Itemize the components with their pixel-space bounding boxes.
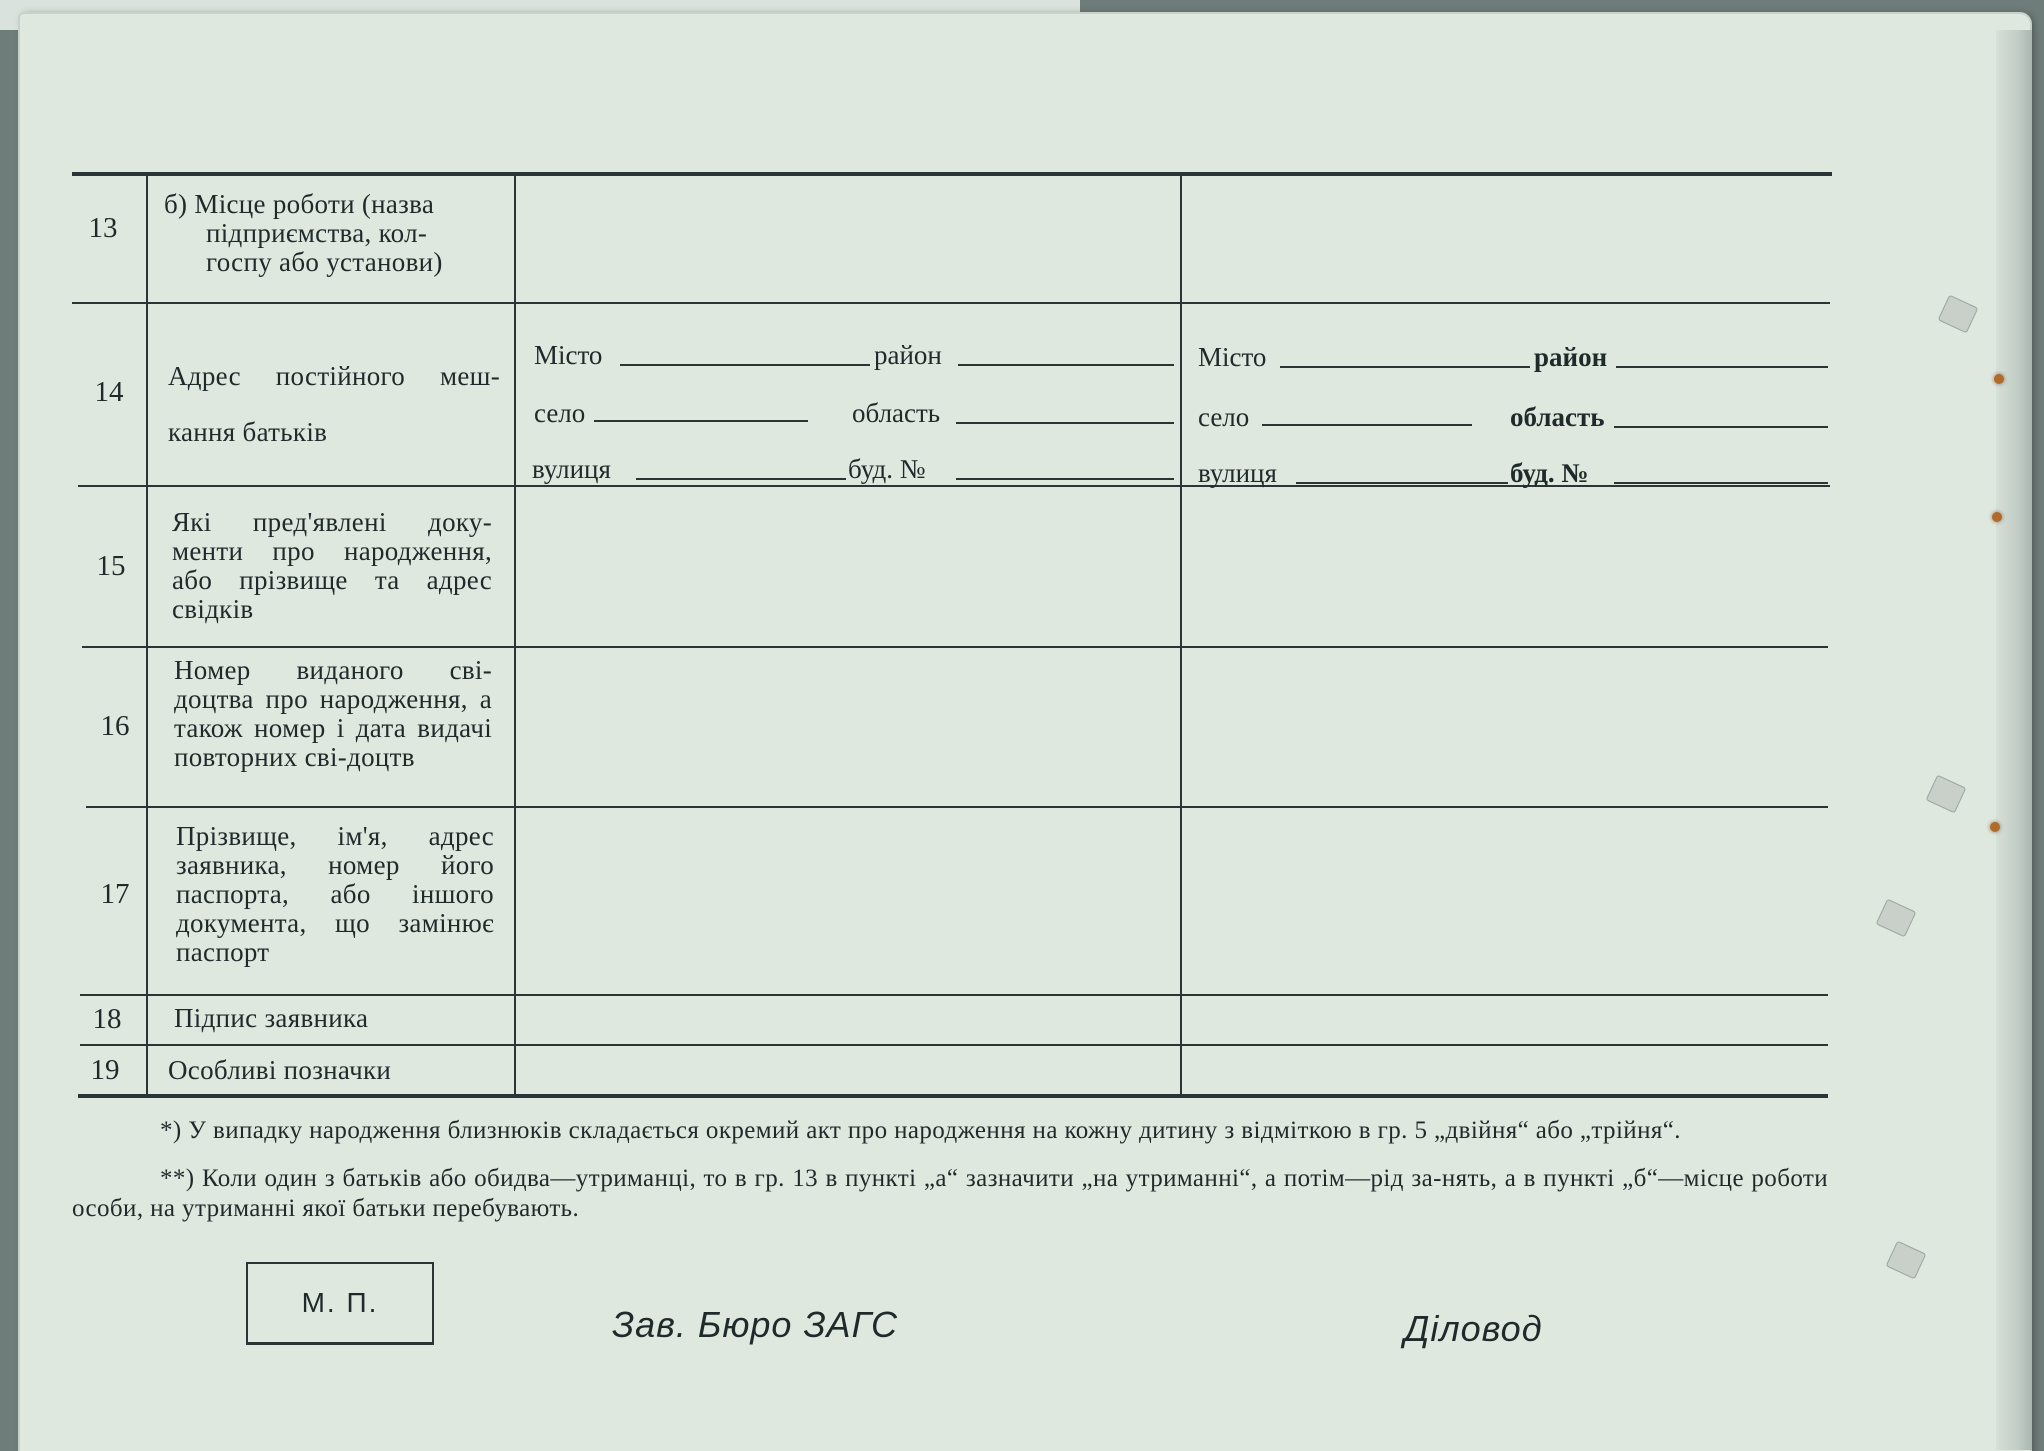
row-label-certificate: Номер виданого сві-доцтва про народження, а також номер і дата видачі повторних сві-доцтв	[174, 655, 492, 772]
row-divider	[80, 1044, 1828, 1046]
row-divider	[72, 302, 1830, 304]
city-label: Місто	[534, 340, 603, 370]
building-field[interactable]	[956, 478, 1174, 480]
item-letter: б)	[164, 189, 188, 219]
row-number: 18	[92, 1003, 122, 1035]
street-field[interactable]	[636, 478, 846, 480]
footnote-text: *) У випадку народження близнюків складається окремий акт про народження на кожну дитину з відміткою в гр. 5 „двійня“ або „трійня“.	[160, 1117, 1681, 1144]
district-label: район	[874, 340, 942, 370]
city-field[interactable]	[620, 364, 870, 366]
row-label-applicant: Прізвище, ім'я, адрес заявника, номер його паспорта, або іншого документа, що замінює паспорт	[176, 821, 494, 967]
row-number: 14	[94, 376, 124, 408]
row-divider	[80, 994, 1828, 996]
region-field[interactable]	[1614, 426, 1828, 428]
building-label: буд. №	[1510, 458, 1589, 488]
row-label-line: Місце роботи (назва	[194, 189, 435, 219]
village-label: село	[1198, 402, 1250, 432]
row-label-parents-address: Адрес постійного меш-кання батьків	[168, 361, 500, 447]
staple-hole	[1994, 374, 2004, 384]
row-number: 15	[96, 550, 126, 582]
row-label-applicant-signature: Підпис заявника	[174, 1003, 369, 1033]
city-label: Місто	[1198, 342, 1267, 372]
village-field[interactable]	[1262, 424, 1472, 426]
region-label: область	[1510, 402, 1605, 432]
street-field[interactable]	[1296, 482, 1508, 484]
street-label: вулиця	[1198, 458, 1277, 488]
row-divider	[86, 806, 1828, 808]
street-label: вулиця	[532, 454, 611, 484]
district-field[interactable]	[958, 364, 1174, 366]
city-field[interactable]	[1280, 366, 1530, 368]
seal-placeholder-box	[246, 1262, 434, 1345]
district-field[interactable]	[1616, 366, 1828, 368]
row-label-line: підприємства, кол-	[206, 218, 428, 248]
row-divider	[82, 646, 1828, 648]
row-label-documents: Які пред'явлені доку-менти про народження, або прізвище та адрес свідків	[172, 507, 492, 624]
row-number: 17	[100, 878, 130, 910]
table-top-rule	[72, 172, 1832, 176]
number-column-rule	[146, 174, 148, 1094]
region-label: область	[852, 398, 941, 428]
head-signature-label: Зав. Бюро ЗАГС	[612, 1304, 898, 1345]
village-field[interactable]	[594, 420, 808, 422]
village-label: село	[534, 398, 586, 428]
building-label: буд. №	[848, 454, 926, 484]
seal-placeholder-label: М. П.	[301, 1287, 379, 1318]
staple-hole	[1990, 822, 2000, 832]
row-number: 13	[88, 212, 118, 244]
row-label-line: госпу або установи)	[206, 247, 443, 277]
building-field[interactable]	[1614, 482, 1828, 484]
district-label: район	[1534, 342, 1608, 372]
label-column-rule	[514, 174, 516, 1094]
row-label-workplace	[164, 190, 496, 277]
parent-column-rule	[1180, 174, 1182, 1094]
footnote-dependents	[72, 1164, 1828, 1224]
staple-hole	[1992, 512, 2002, 522]
clerk-signature-label: Діловод	[1404, 1308, 1543, 1349]
row-number: 19	[90, 1054, 120, 1086]
region-field[interactable]	[956, 422, 1174, 424]
row-number: 16	[100, 710, 130, 742]
row-label-special-notes: Особливі позначки	[168, 1055, 392, 1085]
footnote-twins	[72, 1116, 1828, 1146]
table-bottom-rule	[78, 1094, 1828, 1098]
footnote-text: **) Коли один з батьків або обидва—утриманці, то в гр. 13 в пункті „а“ зазначити „на утриманні“, а потім—рід за-нять, а в пункті „б“—місце роботи особи, на утриманні якої батьки перебувають.	[72, 1165, 1828, 1222]
